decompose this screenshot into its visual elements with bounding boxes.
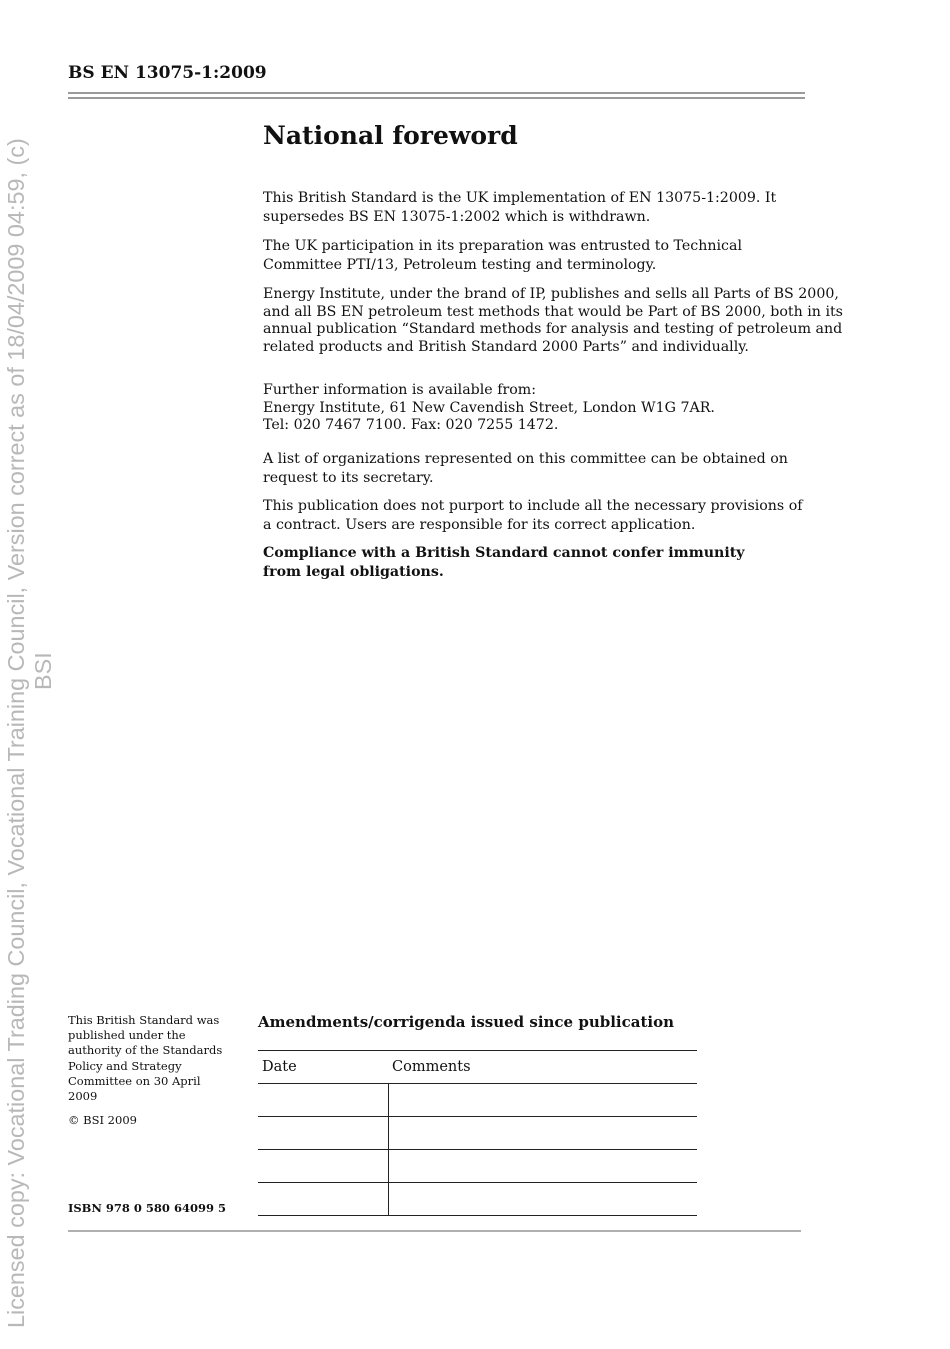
table-cell-comments <box>388 1084 697 1117</box>
table-cell-date <box>258 1117 388 1150</box>
table-row <box>258 1150 697 1183</box>
watermark-line-1: Licensed copy: Vocational Trading Council, Vocational Training Council, Version correct as of 18/04/2009 04:59, (c) <box>3 138 29 1328</box>
amendments-heading: Amendments/corrigenda issued since publication <box>258 1013 674 1031</box>
column-header-date: Date <box>258 1051 388 1084</box>
paragraph-contact: Tel: 020 7467 7100. Fax: 020 7255 1472. <box>263 417 559 433</box>
column-header-comments: Comments <box>388 1051 697 1084</box>
table-cell-comments <box>388 1183 697 1216</box>
paragraph-implementation: This British Standard is the UK implementation of EN 13075-1:2009. It supersedes BS EN 13075-1:2002 which is withdrawn. <box>263 190 777 225</box>
table-header-row <box>258 1051 697 1084</box>
copyright-notice: © BSI 2009 <box>68 1113 137 1127</box>
table-cell-date <box>258 1183 388 1216</box>
table-row <box>258 1084 697 1117</box>
table-row <box>258 1117 697 1150</box>
paragraph-committee-list: A list of organizations represented on this committee can be obtained on request to its secretary. <box>263 451 788 486</box>
paragraph-address: Energy Institute, 61 New Cavendish Street, London W1G 7AR. <box>263 400 715 416</box>
table-row <box>258 1183 697 1216</box>
table-cell-date <box>258 1150 388 1183</box>
paragraph-energy-institute: Energy Institute, under the brand of IP, publishes and sells all Parts of BS 2000, and all BS EN petroleum test methods that would be Part of BS 2000, both in its annual publication “Standard methods for analysis and testing of petroleum and related products and British Standard 2000 Parts” and individually. <box>263 286 843 355</box>
publication-note: This British Standard was published under the authority of the Standards Policy and Strategy Committee on 30 April 2009 <box>68 1013 223 1104</box>
table-cell-date <box>258 1084 388 1117</box>
page-title: National foreword <box>263 121 518 150</box>
paragraph-disclaimer: This publication does not purport to include all the necessary provisions of a contract. Users are responsible for its correct application. <box>263 498 803 533</box>
table-cell-comments <box>388 1117 697 1150</box>
isbn: ISBN 978 0 580 64099 5 <box>68 1201 226 1215</box>
paragraph-participation: The UK participation in its preparation was entrusted to Technical Committee PTI/13, Petroleum testing and terminology. <box>263 238 742 273</box>
watermark-line-2: BSI <box>30 652 56 690</box>
paragraph-compliance: Compliance with a British Standard cannot confer immunity from legal obligations. <box>263 545 745 580</box>
document-id: BS EN 13075-1:2009 <box>68 63 267 83</box>
header-rule-lower <box>68 97 805 99</box>
table-cell-comments <box>388 1150 697 1183</box>
header-rule-upper <box>68 92 805 94</box>
licence-watermark <box>0 0 60 1345</box>
amendments-table <box>258 1050 697 1216</box>
paragraph-further-info: Further information is available from: <box>263 382 537 398</box>
footer-rule <box>68 1230 801 1232</box>
